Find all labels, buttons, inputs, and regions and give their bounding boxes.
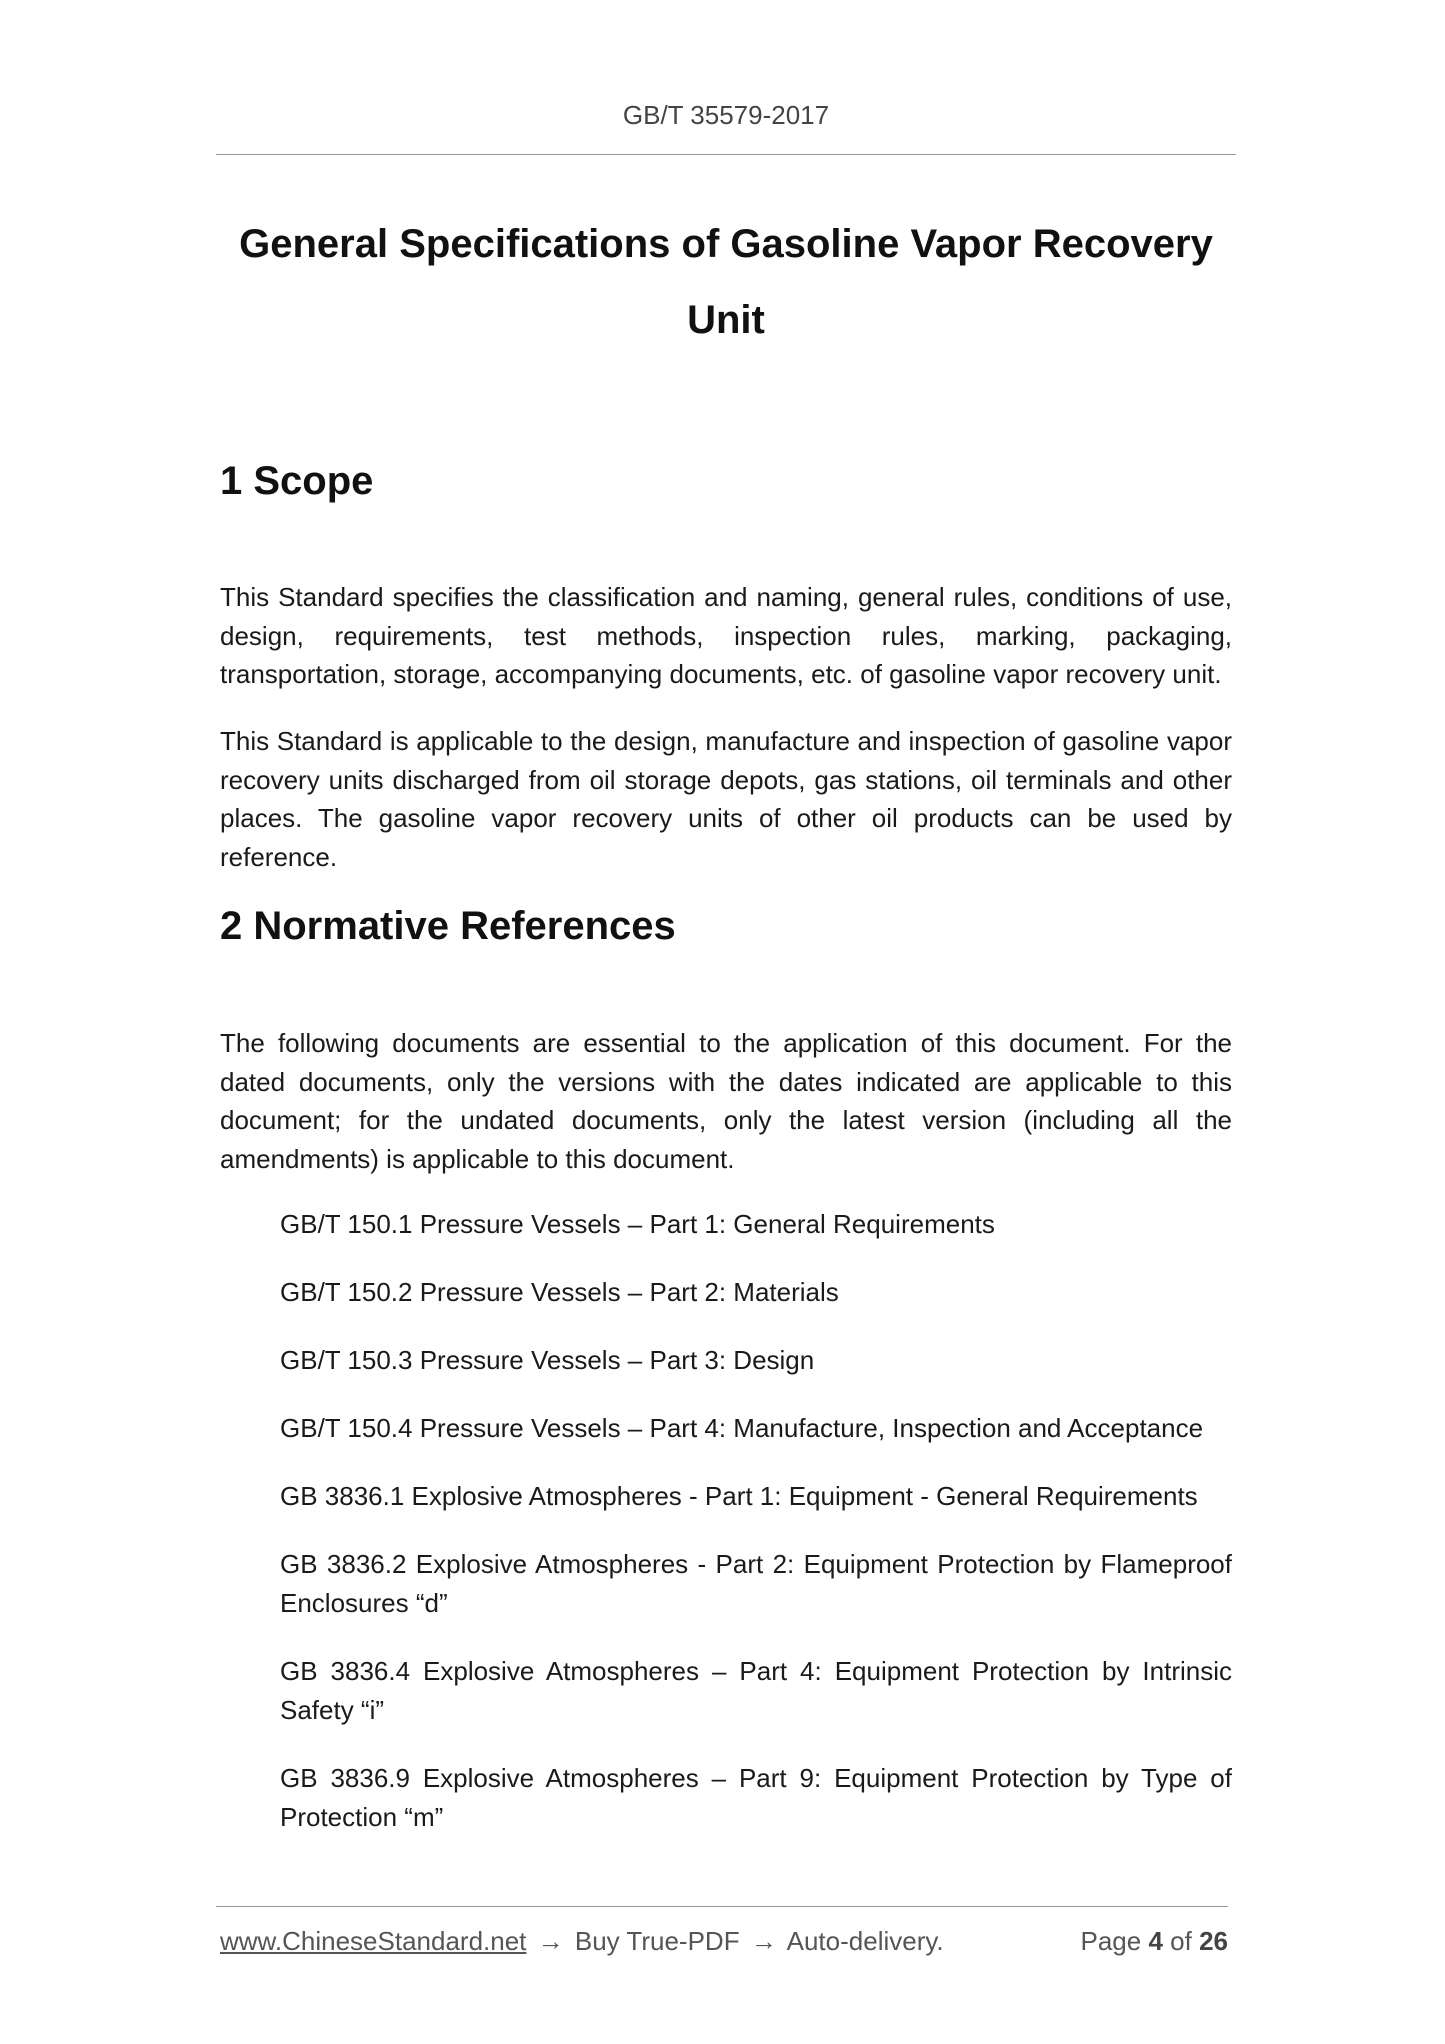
running-footer [220, 1926, 1228, 1957]
buy-true-pdf-text: Buy True-PDF [574, 1926, 740, 1956]
scope-paragraph-2: This Standard is applicable to the design, manufacture and inspection of gasoline vapor recovery units discharged from oil storage depots, gas stations, oil terminals and other places. The gasoline vapor recovery units of other oil products can be used by reference. [220, 726, 1232, 872]
auto-delivery-text: Auto-delivery. [786, 1926, 944, 1956]
footer-promo [220, 1926, 944, 1957]
document-title [216, 206, 1236, 358]
reference-item: GB 3836.9 Explosive Atmospheres – Part 9: Equipment Protection by Type of Protection “m” [280, 1763, 1232, 1832]
arrow-right-icon: → [750, 1926, 777, 1956]
title-line-1: General Specifications of Gasoline Vapor Recovery [239, 222, 1213, 266]
running-header: GB/T 35579-2017 [622, 100, 830, 130]
page-current: 4 [1148, 1926, 1163, 1956]
scope-paragraph-1: This Standard specifies the classification and naming, general rules, conditions of use, design, requirements, test methods, inspection rules, marking, packaging, transportation, storage, accompanying documents, etc. of gasoline vapor recovery unit. [220, 582, 1232, 689]
normative-intro-paragraph: The following documents are essential to the application of this document. For the dated documents, only the versions with the dates indicated are applicable to this document; for the undated documents, only the latest version (including all the amendments) is applicable to this document. [220, 1028, 1232, 1174]
arrow-right-icon: → [537, 1926, 564, 1956]
reference-item: GB 3836.1 Explosive Atmospheres - Part 1: Equipment - General Requirements [280, 1481, 1198, 1511]
title-line-2: Unit [687, 298, 765, 342]
website-link[interactable]: www.ChineseStandard.net [220, 1926, 527, 1956]
reference-item: GB 3836.2 Explosive Atmospheres - Part 2: Equipment Protection by Flameproof Enclosures “d” [280, 1549, 1232, 1618]
reference-item: GB/T 150.1 Pressure Vessels – Part 1: General Requirements [280, 1209, 995, 1239]
page-label: Page [1080, 1926, 1142, 1956]
section-heading-normative-references: 2 Normative References [220, 904, 676, 948]
page-total: 26 [1199, 1926, 1228, 1956]
page-indicator [1080, 1926, 1228, 1957]
reference-item: GB 3836.4 Explosive Atmospheres – Part 4: Equipment Protection by Intrinsic Safety “i” [280, 1656, 1232, 1725]
section-heading-scope: 1 Scope [220, 459, 374, 503]
header-divider [216, 154, 1236, 155]
reference-item: GB/T 150.2 Pressure Vessels – Part 2: Materials [280, 1277, 839, 1307]
footer-divider [216, 1906, 1228, 1907]
page-of-label: of [1170, 1926, 1192, 1956]
reference-item: GB/T 150.3 Pressure Vessels – Part 3: Design [280, 1345, 815, 1375]
reference-item: GB/T 150.4 Pressure Vessels – Part 4: Manufacture, Inspection and Acceptance [280, 1413, 1204, 1443]
